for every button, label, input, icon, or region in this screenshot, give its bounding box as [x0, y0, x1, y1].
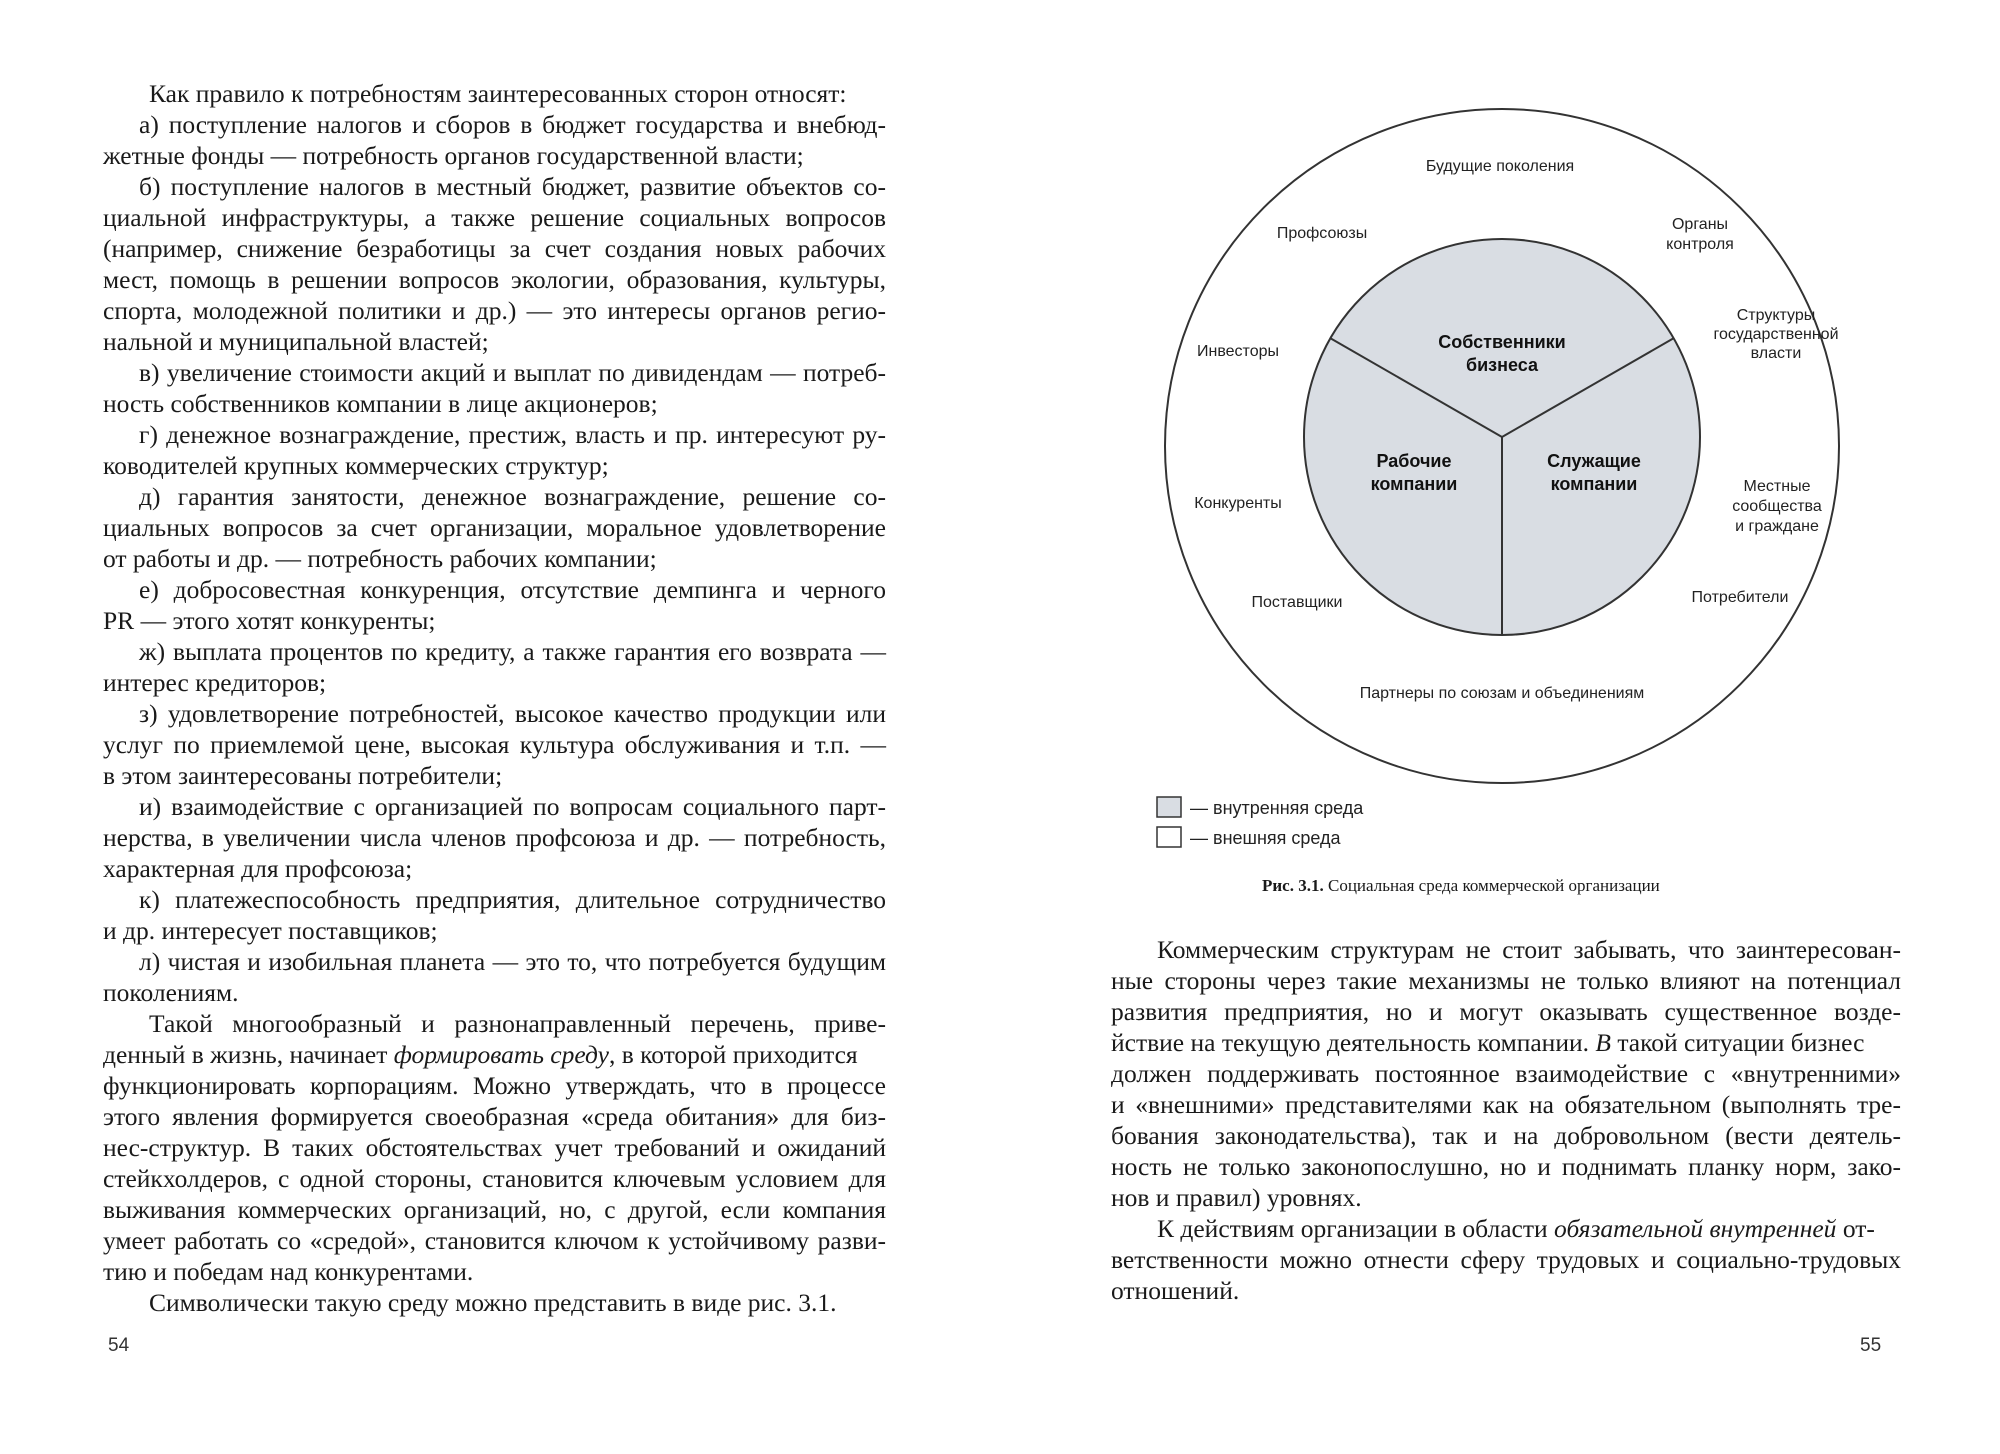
legend-inner-swatch	[1157, 797, 1181, 817]
figure-caption	[1262, 876, 1822, 896]
text-line	[1157, 1213, 1875, 1244]
label-suppliers: Поставщики	[1251, 594, 1343, 611]
label-control-line1: Органы	[1671, 216, 1729, 233]
text-line: этого явления формируется своеобразная «среда обитания» для биз-	[103, 1102, 886, 1131]
text-line: спорта, молодежной политики и др.) — это интересы органов регио-	[103, 296, 886, 325]
emphasis-text: формировать среду	[393, 1040, 609, 1069]
text-line: з) удовлетворение потребностей, высокое качество продукции или	[139, 699, 886, 728]
label-consumers: Потребители	[1691, 589, 1789, 606]
text-line: нерства, в увеличении числа членов профсоюза и др. — потребность,	[103, 823, 886, 852]
figure-social-environment	[1000, 0, 2000, 900]
text-line: выживания коммерческих организаций, но, с другой, если компания	[103, 1195, 886, 1224]
sector-workers-line1: Рабочие	[1376, 451, 1452, 471]
label-government-line2: государственной	[1713, 326, 1839, 343]
text-line	[1111, 1027, 1864, 1058]
text-line: поколениям.	[103, 978, 239, 1007]
sector-employees-line2: компании	[1550, 474, 1638, 494]
label-local-line2: сообщества	[1732, 498, 1822, 515]
label-local-line3: и граждане	[1735, 518, 1819, 535]
text-line: ность собственников компании в лице акционеров;	[103, 389, 658, 418]
text-line: нов и правил) уровнях.	[1111, 1183, 1362, 1212]
text-line: услуг по приемлемой цене, высокая культура обслуживания и т.п. —	[103, 730, 886, 759]
caption-label: Рис. 3.1.	[1262, 876, 1324, 895]
label-government-line3: власти	[1750, 345, 1802, 362]
text-line: (например, снижение безработицы за счет создания новых рабочих	[103, 234, 886, 263]
text-line: ветственности можно отнести сферу трудовых и социально-трудовых	[1111, 1245, 1901, 1274]
sector-employees-line1: Служащие	[1547, 451, 1641, 471]
text-line: отношений.	[1111, 1276, 1240, 1305]
text-line: ность не только законопослушно, но и поднимать планку норм, зако-	[1111, 1152, 1901, 1181]
label-government-line1: Структуры	[1736, 307, 1816, 324]
legend-inner-label: — внутренняя среда	[1190, 798, 1364, 818]
label-control-line2: контроля	[1666, 236, 1734, 253]
label-investors: Инвесторы	[1197, 343, 1279, 360]
diagram	[1000, 0, 2000, 900]
text-line: ж) выплата процентов по кредиту, а также гарантия его возврата —	[139, 637, 886, 666]
text-line: ные стороны через такие механизмы не только влияют на потенциал	[1111, 966, 1901, 995]
page-number: 54	[108, 1335, 130, 1356]
text-run: от-	[1836, 1214, 1875, 1243]
text-line: жетные фонды — потребность органов государственной власти;	[103, 141, 804, 170]
text-run: денный в жизнь, начинает	[103, 1040, 394, 1069]
text-line: б) поступление налогов в местный бюджет, развитие объектов со-	[139, 172, 886, 201]
text-line: е) добросовестная конкуренция, отсутствие демпинга и черного	[139, 575, 886, 604]
text-line: Символически такую среду можно представить в виде рис. 3.1.	[149, 1288, 837, 1317]
label-future-generations: Будущие поколения	[1425, 158, 1575, 175]
emphasis-text: обязательной внутренней	[1554, 1214, 1837, 1243]
sector-workers-line2: компании	[1370, 474, 1458, 494]
label-competitors: Конкуренты	[1194, 495, 1282, 512]
text-line: Как правило к потребностям заинтересованных сторон относят:	[149, 79, 847, 108]
text-line: нес-структур. В таких обстоятельствах учет требований и ожиданий	[103, 1133, 886, 1162]
text-line: должен поддерживать постоянное взаимодействие с «внутренними»	[1111, 1059, 1901, 1088]
text-run: такой ситуации бизнес	[1610, 1028, 1865, 1057]
text-run: , в которой приходится	[608, 1040, 858, 1069]
text-line: стейкхолдеров, с одной стороны, становится ключевым условием для	[103, 1164, 886, 1193]
right-page	[1000, 0, 2000, 1454]
text-line: от работы и др. — потребность рабочих компании;	[103, 544, 657, 573]
text-line: а) поступление налогов и сборов в бюджет государства и внебюд-	[139, 110, 886, 139]
text-line: в этом заинтересованы потребители;	[103, 761, 503, 790]
legend-outer-swatch	[1157, 827, 1181, 847]
text-line: тию и победам над конкурентами.	[103, 1257, 474, 1286]
text-line: интерес кредиторов;	[103, 668, 327, 697]
text-line: Такой многообразный и разнонаправленный перечень, приве-	[149, 1009, 886, 1038]
label-partners: Партнеры по союзам и объединениям	[1359, 685, 1645, 702]
text-line: ководителей крупных коммерческих структур;	[103, 451, 609, 480]
text-line: г) денежное вознаграждение, престиж, власть и пр. интересуют ру-	[139, 420, 886, 449]
text-line: и др. интересует поставщиков;	[103, 916, 438, 945]
text-line: в) увеличение стоимости акций и выплат по дивидендам — потреб-	[139, 358, 886, 387]
text-line: л) чистая и изобильная планета — это то, что потребуется будущим	[139, 947, 886, 976]
text-line: д) гарантия занятости, денежное вознаграждение, решение со-	[139, 482, 886, 511]
text-line: и «внешними» представителями как на обязательном (выполнять тре-	[1111, 1090, 1901, 1119]
label-trade-unions: Профсоюзы	[1276, 225, 1368, 242]
page-number: 55	[1860, 1335, 1882, 1356]
text-line: Коммерческим структурам не стоит забывать, что заинтересован-	[1157, 935, 1901, 964]
text-line: циальных вопросов за счет организации, моральное удовлетворение	[103, 513, 886, 542]
text-line: к) платежеспособность предприятия, длительное сотрудничество	[139, 885, 886, 914]
legend-outer-label: — внешняя среда	[1190, 828, 1341, 848]
text-line: нальной и муниципальной властей;	[103, 327, 489, 356]
text-line: функционировать корпорациям. Можно утверждать, что в процессе	[103, 1071, 886, 1100]
text-line: мест, помощь в решении вопросов экологии, образования, культуры,	[103, 265, 886, 294]
text-line: циальной инфраструктуры, а также решение социальных вопросов	[103, 203, 886, 232]
label-local-line1: Местные	[1743, 478, 1811, 495]
text-line: развития предприятия, но и могут оказывать существенное возде-	[1111, 997, 1901, 1026]
sector-owners-line2: бизнеса	[1465, 355, 1539, 375]
text-line: бования законодательства), так и на добровольном (вести деятель-	[1111, 1121, 1901, 1150]
text-run: йствие на текущую деятельность компании.	[1111, 1028, 1596, 1057]
text-line: PR — этого хотят конкуренты;	[103, 606, 436, 635]
emphasis-text: В	[1595, 1028, 1611, 1057]
text-line: характерная для профсоюза;	[103, 854, 413, 883]
text-line	[103, 1039, 858, 1070]
text-line: умеет работать со «средой», становится ключом к устойчивому разви-	[103, 1226, 886, 1255]
text-line: и) взаимодействие с организацией по вопросам социального парт-	[139, 792, 886, 821]
caption-text: Социальная среда коммерческой организации	[1323, 876, 1660, 895]
sector-owners-line1: Собственники	[1438, 332, 1566, 352]
text-run: К действиям организации в области	[1157, 1214, 1555, 1243]
